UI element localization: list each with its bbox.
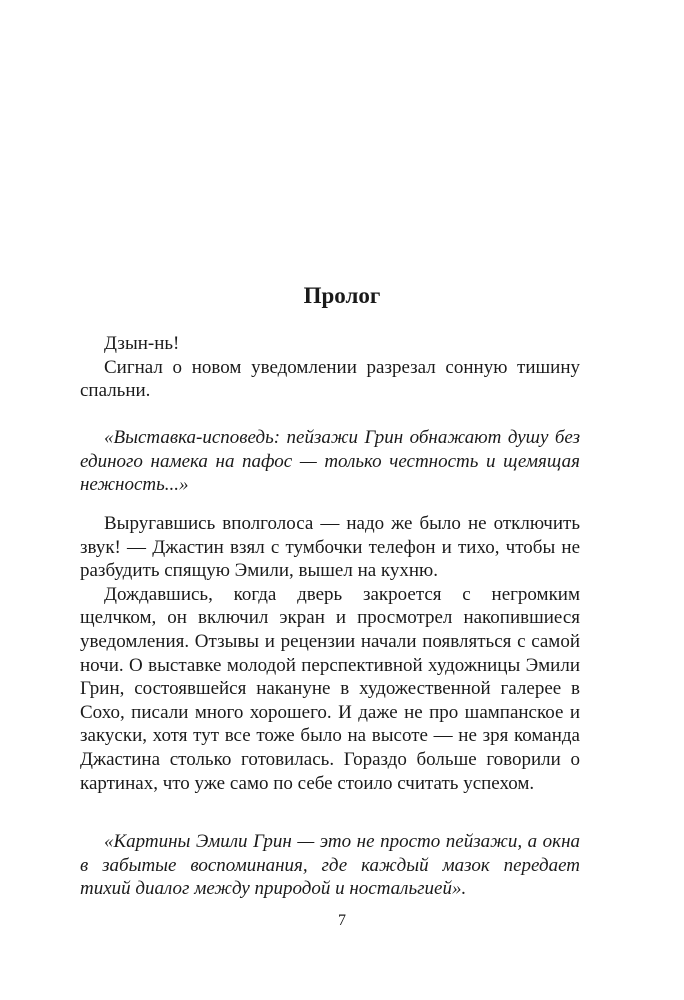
paragraph: Выругавшись вполголоса — надо же было не отключить звук! — Джастин взял с тумбочки телефон и тихо, чтобы не разбудить спящую Эмили, вышел на кухню. <box>80 513 580 582</box>
quote-text: «Картины Эмили Грин — это не просто пейзажи, а окна в забытые воспоминания, где каждый мазок передает тихий диалог между природой и ностальгией». <box>80 831 580 900</box>
main-paragraphs <box>80 512 580 795</box>
review-quote <box>80 830 580 901</box>
paragraph: Дзын-нь! <box>104 333 180 354</box>
chapter-title: Пролог <box>303 283 381 308</box>
paragraph: Дождавшись, когда дверь закроется с негромким щелчком, он включил экран и просмотрел накопившиеся уведомления. Отзывы и рецензии начали появляться с самой ночи. О выставке молодой перспективной художницы Эмили Грин, состоявшейся накануне в художественной галерее в Сохо, писали много хорошего. И даже не про шампанское и закуски, хотя тут все тоже было на высоте — не зря команда Джастина столько готовилась. Гораздо больше говорили о картинах, что уже само по себе стоило считать успехом. <box>80 583 580 794</box>
review-quote <box>80 426 580 497</box>
page-number: 7 <box>338 912 346 929</box>
paragraph: Сигнал о новом уведомлении разрезал сонную тишину спальни. <box>80 356 580 402</box>
quote-text: «Выставка-исповедь: пейзажи Грин обнажают душу без единого намека на пафос — только честность и щемящая нежность...» <box>80 427 580 496</box>
opening-paragraphs <box>80 332 580 403</box>
